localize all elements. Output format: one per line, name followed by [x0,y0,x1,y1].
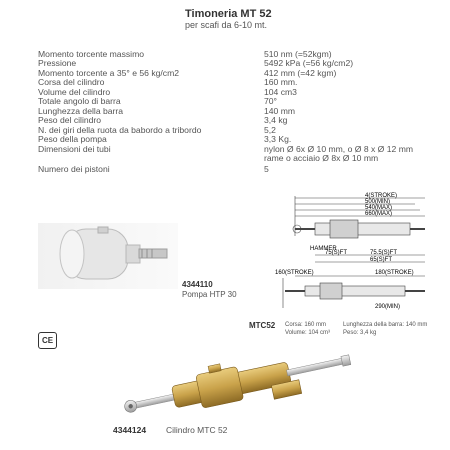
spec-value: 140 mm [264,106,296,116]
spec-value: 3,4 kg [264,116,288,126]
model-name: MTC52 [249,321,276,330]
dim-label: 4(STROKE) [365,193,398,199]
cylinder-image [120,340,360,425]
dimension-diagram [275,190,445,320]
spec-row [38,116,450,125]
spec-value: 510 nm (=52kgm) [264,50,332,59]
dim-label: 660(MAX) [365,211,393,217]
pump-drawing [38,223,178,289]
dim-label: 75(S)FT [325,250,348,256]
dim-label: 65(S)FT [370,257,393,263]
spec-value: 5492 kPa (=56 kg/cm2) [264,59,354,69]
dim-label: 180(STROKE) [375,270,414,276]
spec-label: Peso della pompa [38,135,107,145]
spec-value: rame o acciaio Ø 8x Ø 10 mm [264,153,379,163]
spec-row [38,78,450,87]
spec-row [38,165,450,174]
spec-label [38,154,264,163]
dim-label: 540(MAX) [365,205,393,211]
spec-label: Dimensioni dei tubi [38,144,111,154]
spec-label: Numero dei pistoni [38,165,110,175]
spec-label: Pressione [38,59,77,69]
dim-label: 500(MIN) [365,199,391,205]
ce-mark: CE [38,332,57,349]
spec-value: 412 mm (=42 kgm) [264,68,337,78]
dim-label: 160(STROKE) [275,270,314,276]
spec-label: Momento torcente massimo [38,50,145,59]
spec-value: 160 mm. [264,78,298,88]
product-subtitle: per scafi da 6-10 mt. [185,20,268,30]
dim-label: HAMMER [310,246,337,252]
model-volume: Volume: 104 cm³ [285,330,331,336]
spec-table [38,50,450,175]
cylinder-name: Cilindro MTC 52 [166,425,228,435]
spec-label: Volume del cilindro [38,87,111,97]
spec-value: 104 cm3 [264,87,297,97]
spec-row [38,154,450,163]
spec-value: 5,2 [264,125,276,135]
spec-row [38,88,450,97]
spec-label: Corsa del cilindro [38,78,105,88]
spec-row [38,145,450,154]
spec-label: Peso del cilindro [38,116,102,126]
product-title: Timoneria MT 52 [185,8,272,20]
pump-name: Pompa HTP 30 [182,290,237,299]
cylinder-drawing [120,340,360,425]
spec-row [38,50,450,59]
spec-label: Momento torcente a 35° e 56 kg/cm2 [38,68,180,78]
technical-drawing [275,190,445,320]
model-weight: Peso: 3,4 kg [343,330,377,336]
spec-label: Totale angolo di barra [38,97,121,107]
cylinder-code: 4344124 [113,425,147,435]
spec-value: 70° [264,97,277,107]
spec-row [38,59,450,68]
model-stroke: Corsa: 160 mm [285,322,327,328]
spec-label: Lunghezza della barra [38,106,124,116]
dim-label: 290(MIN) [375,304,401,310]
spec-value: 5 [264,165,269,175]
model-bar-length: Lunghezza della barra: 140 mm [343,322,428,328]
spec-row [38,97,450,106]
spec-value: 3,3 Kg. [264,135,292,145]
spec-row [38,126,450,135]
pump-image [38,223,178,289]
spec-value: nylon Ø 6x Ø 10 mm, o Ø 8 x Ø 12 mm [264,144,414,154]
spec-row [38,135,450,144]
spec-row [38,69,450,78]
dim-label: 75.5(S)FT [370,250,398,256]
spec-row [38,107,450,116]
spec-label: N. dei giri della ruota da babordo a tribordo [38,125,202,135]
pump-code: 4344110 [182,280,213,289]
